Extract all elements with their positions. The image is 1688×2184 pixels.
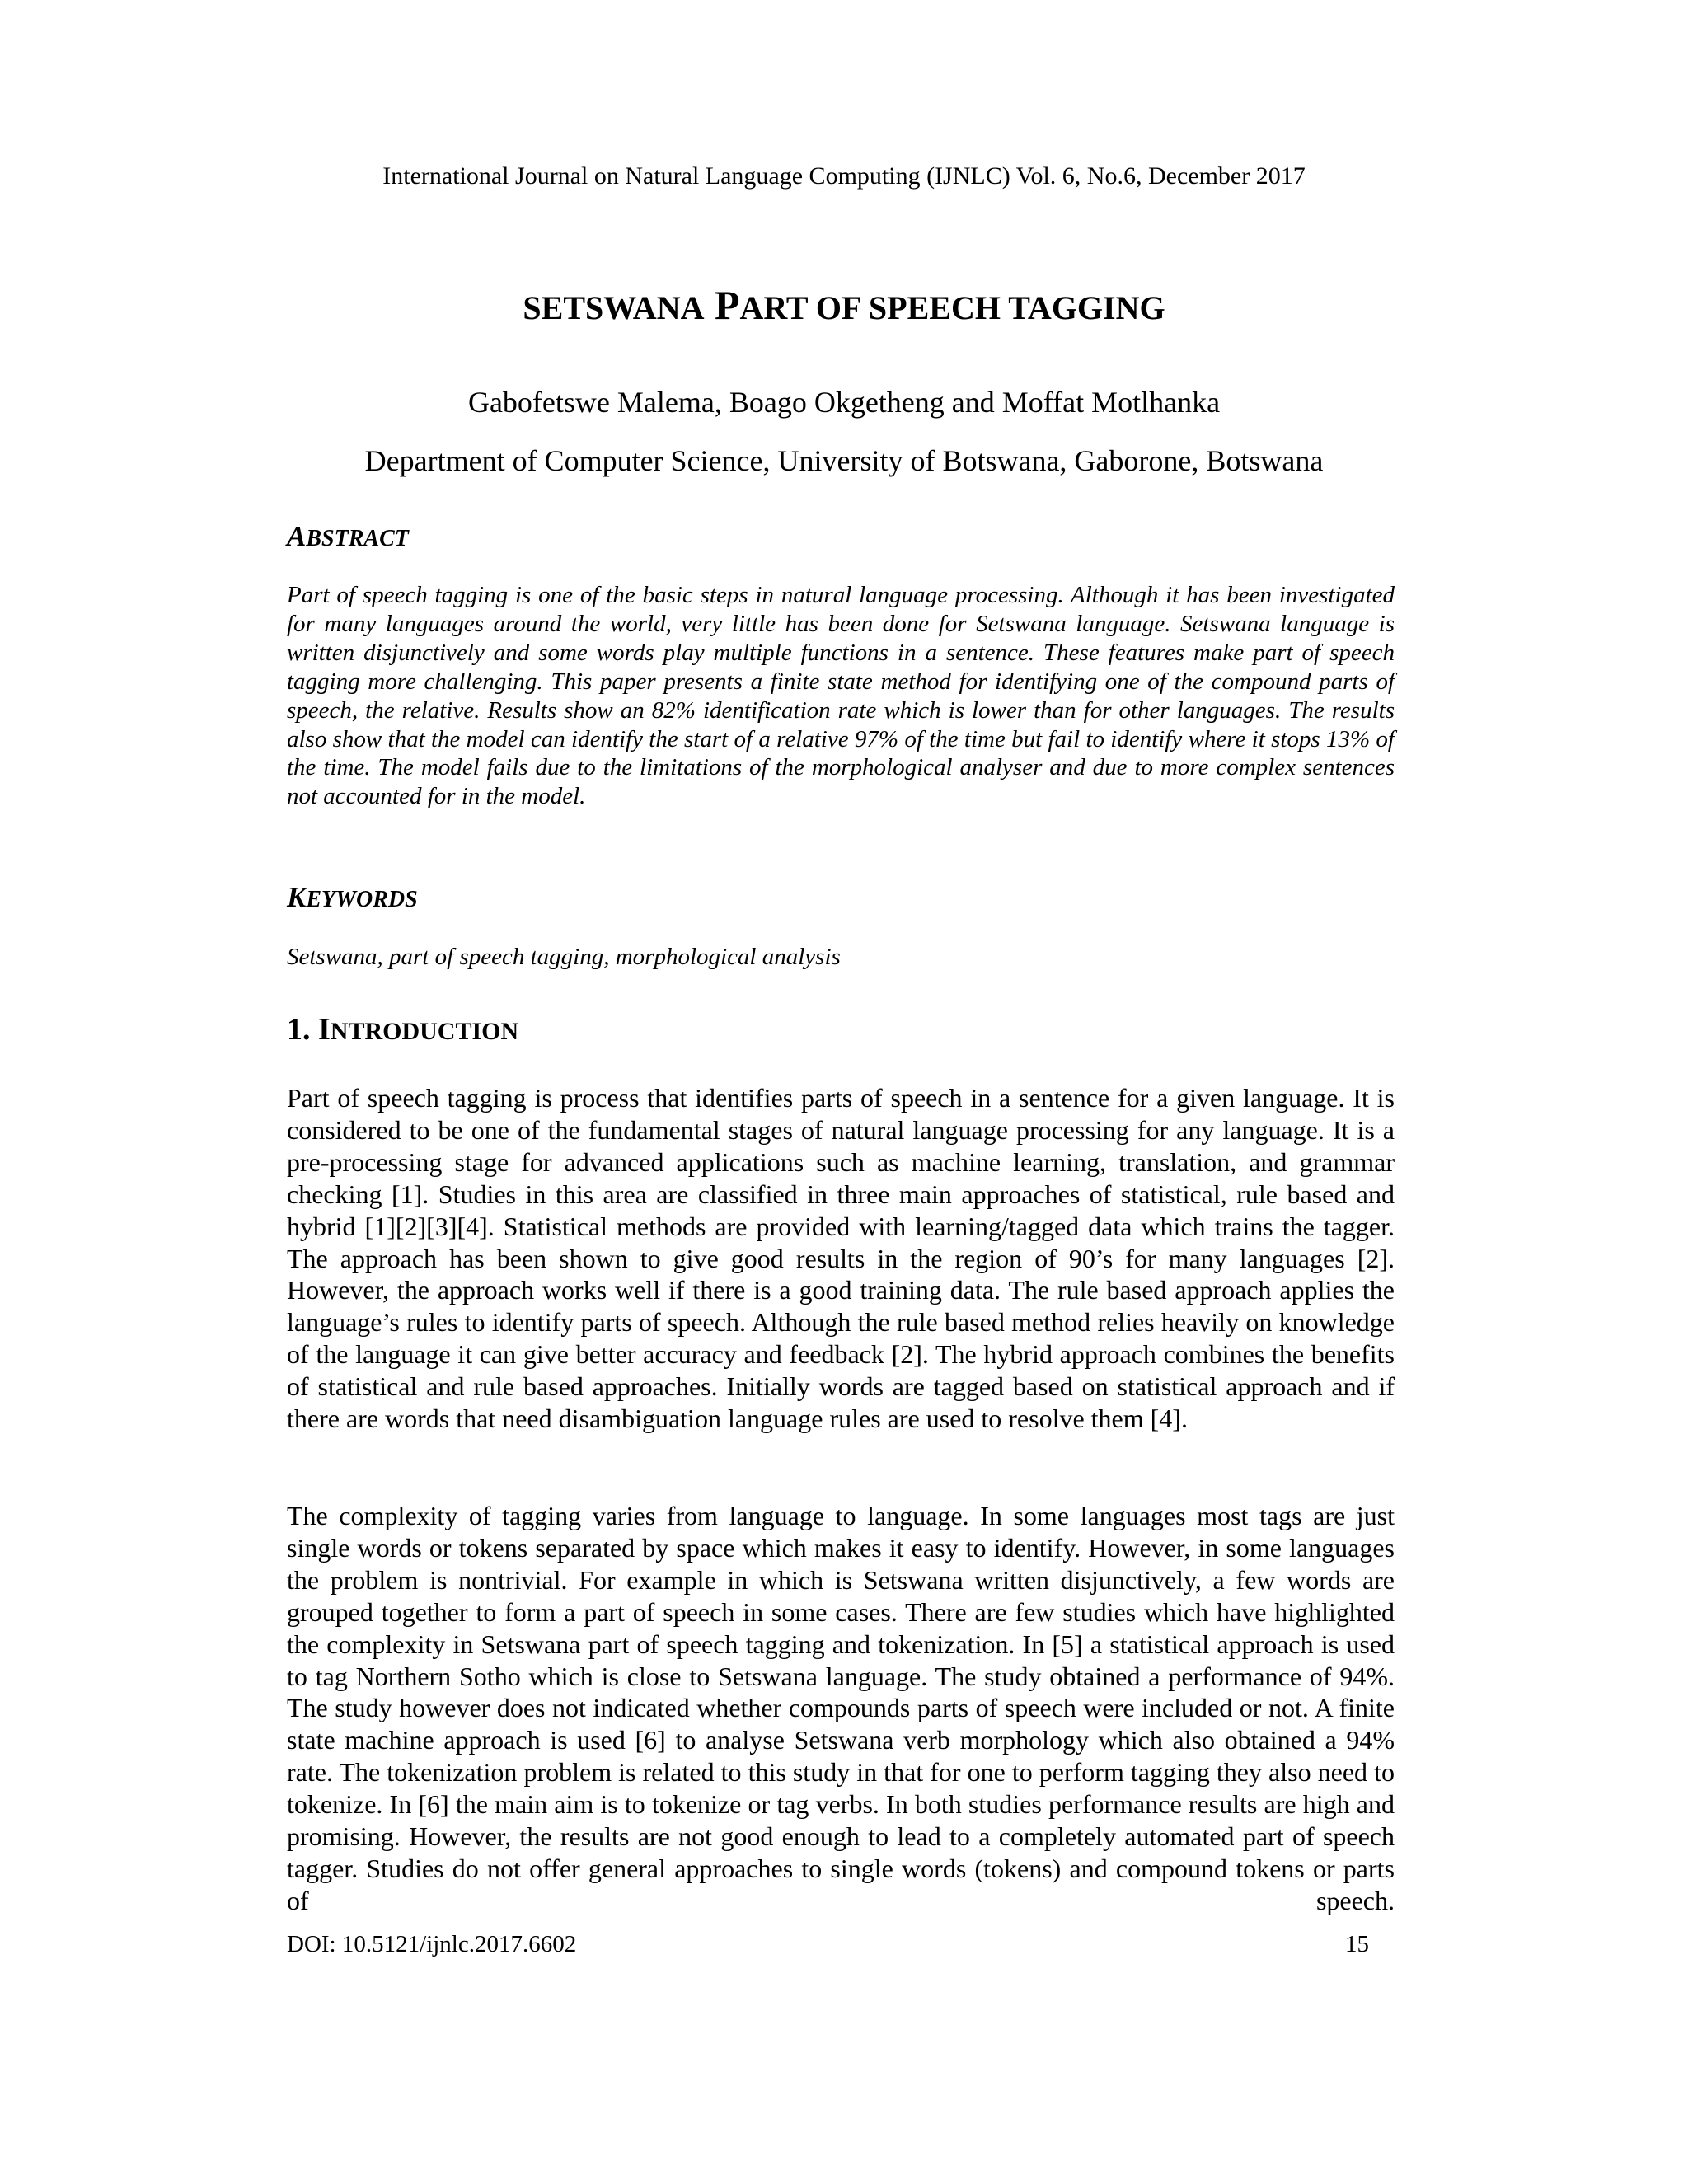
keywords-heading-cap: K bbox=[287, 881, 307, 913]
abstract-heading-rest: BSTRACT bbox=[306, 526, 409, 551]
introduction-heading-rest: NTRODUCTION bbox=[330, 1018, 519, 1045]
abstract-heading-cap: A bbox=[287, 520, 307, 552]
intro-paragraph-2: The complexity of tagging varies from language to language. In some languages most tags are just single words or tokens separated by space which makes it easy to identify. However, in some languages the problem is nontrivial. For example in which is Setswana written disjunctively, a few words are grouped together to form a part of speech in some cases. There are few studies which have highlighted the complexity in Setswana part of speech tagging and tokenization. In [5] a statistical approach is used to tag Northern Sotho which is close to Setswana language. The study obtained a performance of 94%. The study however does not indicated whether compounds parts of speech were included or not. A finite state machine approach is used [6] to analyse Setswana verb morphology which also obtained a 94% rate. The tokenization problem is related to this study in that for one to perform tagging they also need to tokenize. In [6] the main aim is to tokenize or tag verbs. In both studies performance results are high and promising. However, the results are not good enough to lead to a completely automated part of speech tagger. Studies do not offer general approaches to single words (tokens) and compound tokens or parts of speech. bbox=[287, 1501, 1395, 1915]
title-word-setswana: SETSWANA bbox=[523, 289, 705, 326]
title-initial-p: P bbox=[714, 282, 740, 328]
abstract-text: Part of speech tagging is one of the basic steps in natural language processing. Although it has been investigated for many languages around the world, very little has been done for Setswana language. Setswana language is written disjunctively and some words play multiple functions in a sentence. These features make part of speech tagging more challenging. This paper presents a finite state method for identifying one of the compound parts of speech, the relative. Results show an 82% identification rate which is lower than for other languages. The results also show that the model can identify the start of a relative 97% of the time but fail to identify where it stops 13% of the time. The model fails due to the limitations of the morphological analyser and due to more complex sentences not accounted for in the model. bbox=[287, 582, 1395, 810]
section-number: 1. bbox=[287, 1012, 311, 1047]
abstract-heading bbox=[287, 520, 409, 555]
affiliation: Department of Computer Science, University of Botswana, Gaborone, Botswana bbox=[364, 444, 1324, 477]
keywords-text: Setswana, part of speech tagging, morphological analysis bbox=[287, 944, 841, 970]
running-header: International Journal on Natural Language Computing (IJNLC) Vol. 6, No.6, December 2017 bbox=[382, 162, 1306, 190]
doi: DOI: 10.5121/ijnlc.2017.6602 bbox=[287, 1931, 577, 1957]
intro-paragraph-1: Part of speech tagging is process that identifies parts of speech in a sentence for a given language. It is considered to be one of the fundamental stages of natural language processing for any language. It is a pre-processing stage for advanced applications such as machine learning, translation, and grammar checking [1]. Studies in this area are classified in three main approaches of statistical, rule based and hybrid [1][2][3][4]. Statistical methods are provided with learning/tagged data which trains the tagger. The approach has been shown to give good results in the region of 90’s for many languages [2]. However, the approach works well if there is a good training data. The rule based approach applies the language’s rules to identify parts of speech. Although the rule based method relies heavily on knowledge of the language it can give better accuracy and feedback [2]. The hybrid approach combines the benefits of statistical and rule based approaches. Initially words are tagged based on statistical approach and if there are words that need disambiguation language rules are used to resolve them [4]. bbox=[287, 1083, 1395, 1434]
keywords-heading-rest: EYWORDS bbox=[306, 887, 418, 912]
keywords-heading bbox=[287, 881, 418, 916]
introduction-heading bbox=[287, 1011, 518, 1050]
introduction-heading-cap: I bbox=[318, 1012, 331, 1047]
author-list: Gabofetswe Malema, Boago Okgetheng and Moffat Motlhanka bbox=[467, 386, 1221, 419]
title-rest: ART OF SPEECH TAGGING bbox=[739, 289, 1165, 326]
page-number: 15 bbox=[1345, 1931, 1369, 1957]
paper-title bbox=[0, 280, 1688, 333]
